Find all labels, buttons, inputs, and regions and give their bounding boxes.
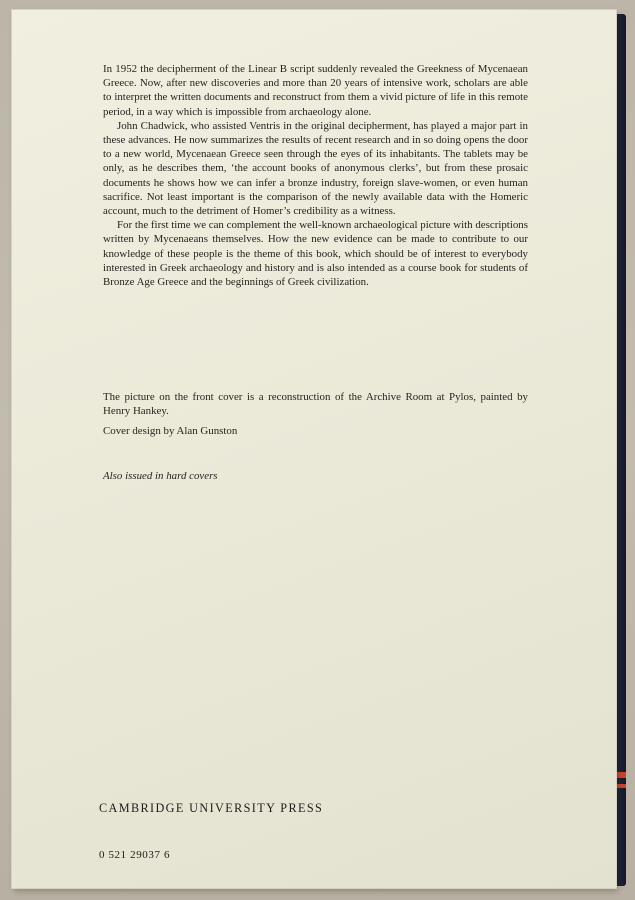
- blurb-paragraph-3: For the first time we can complement the well-known archaeological picture with descriptions written by Mycenaeans themselves. How the new evidence can be made to contribute to our knowledge of these people is the theme of this book, which should be of interest to everybody interested in Greek archaeology and history and is also intended as a course book for students of Bronze Age Greece and the beginnings of Greek civilization.: [103, 219, 528, 289]
- hard-covers-note: Also issued in hard covers: [103, 470, 218, 482]
- publisher-name: CAMBRIDGE UNIVERSITY PRESS: [99, 801, 324, 815]
- cover-picture-credit: The picture on the front cover is a reconstruction of the Archive Room at Pylos, painted by Henry Hankey.: [103, 391, 528, 418]
- isbn: 0 521 29037 6: [99, 849, 171, 861]
- blurb-paragraph-1: In 1952 the decipherment of the Linear B script suddenly revealed the Greekness of Mycenaean Greece. Now, after new discoveries and more than 20 years of intensive work, scholars are able to interpret the written documents and reconstruct from them a vivid picture of life in this remote period, in a way which is impossible from archaeology alone.: [103, 63, 528, 118]
- cover-design-credit: Cover design by Alan Gunston: [103, 425, 238, 438]
- blurb-paragraph-2: John Chadwick, who assisted Ventris in the original decipherment, has played a major part in these advances. He now summarizes the results of recent research and in so doing opens the door to a new world, Mycenaean Greece seen through the eyes of its inhabitants. The tablets may be only, as he describes them, ‘the account books of anonymous clerks’, but from these prosaic documents he shows how we can infer a bronze industry, foreign slave-women, or even human sacrifice. Not least important is the comparison of the newly available data with the Homeric account, much to the detriment of Homer’s credibility as a witness.: [103, 119, 528, 218]
- credits: [103, 390, 528, 445]
- blurb: [103, 62, 528, 289]
